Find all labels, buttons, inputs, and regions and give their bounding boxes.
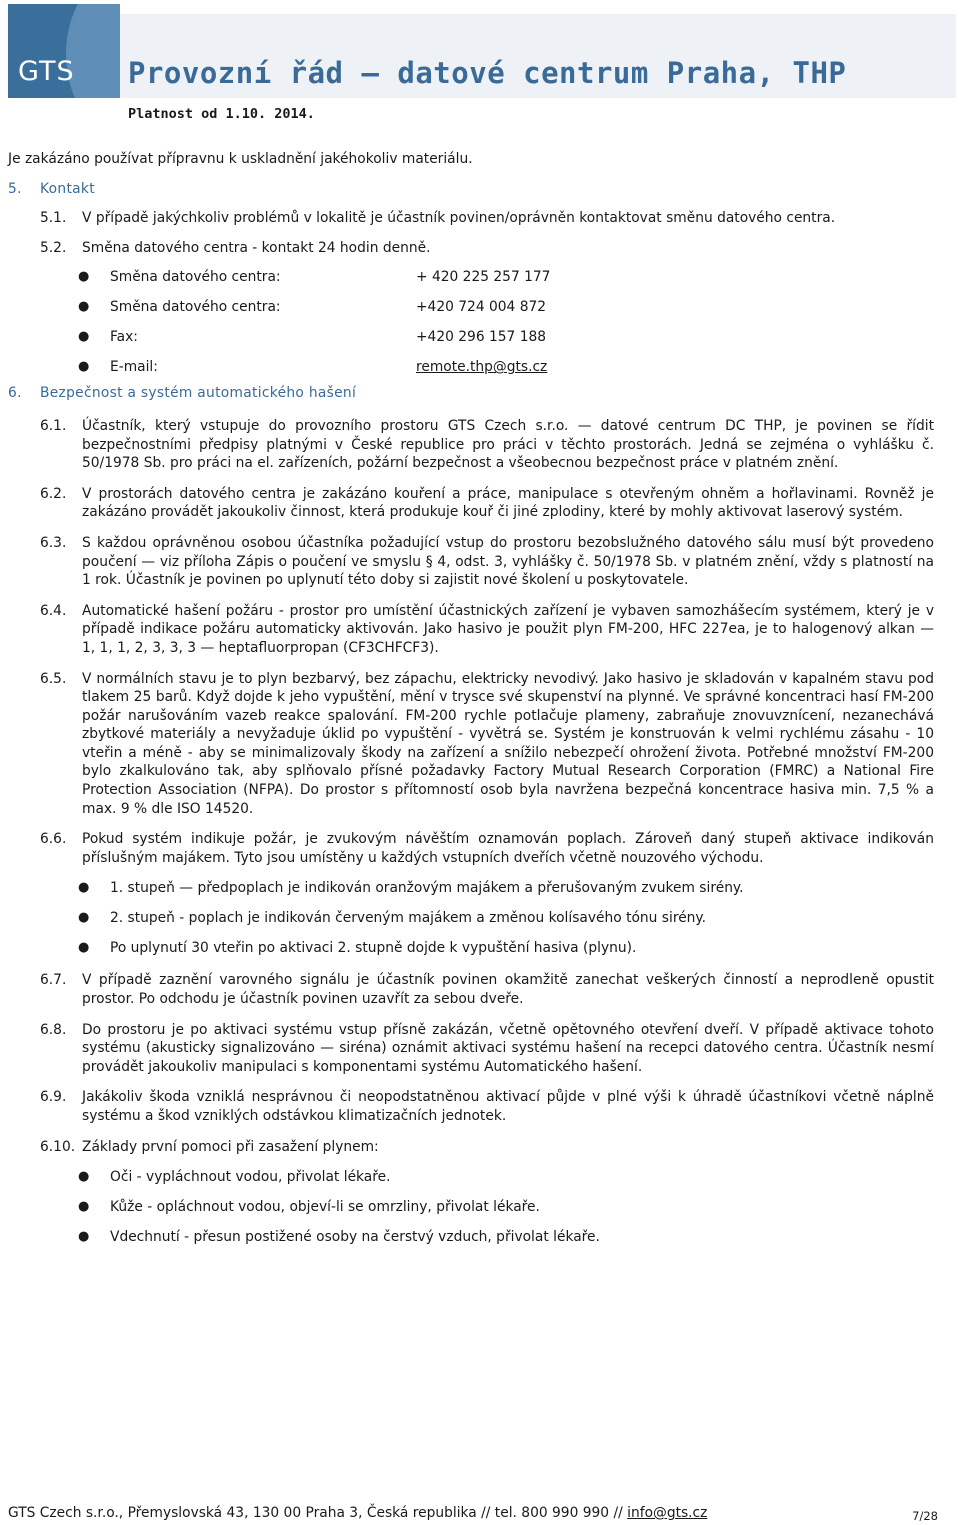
section-6-heading xyxy=(8,384,934,403)
page-footer xyxy=(8,1505,938,1521)
clause-6-1 xyxy=(40,417,934,473)
list-item xyxy=(78,1198,934,1228)
bullet-icon: ● xyxy=(78,1229,90,1245)
document-body xyxy=(8,150,934,1268)
gts-logo xyxy=(8,4,120,98)
clause-6-2 xyxy=(40,485,934,522)
clause-text: Účastník, který vstupuje do provozního prostoru GTS Czech s.r.o. — datové centrum DC THP, je povinen se řídit bezpečnostními předpisy platnými v České republice pro práci v těchto prostorách. Jedná se zejména o vyhlášku č. 50/1978 Sb. pro práci na el. zařízeních, požární bezpečnost a všeobecnou bezpečnost práce v platném znění. xyxy=(82,417,934,472)
contact-row xyxy=(78,358,934,384)
list-item-text: Oči - vypláchnout vodou, přivolat lékaře. xyxy=(110,1169,391,1186)
clause-6-8 xyxy=(40,1021,934,1077)
list-item xyxy=(78,879,934,909)
section-number: 6. xyxy=(8,385,22,402)
section-5-heading xyxy=(8,180,934,199)
clause-number: 6.2. xyxy=(40,485,67,502)
clause-text: S každou oprávněnou osobou účastníka požadující vstup do prostoru bezobslužného datového sálu musí být provedeno poučení — viz příloha Zápis o poučení ve smyslu § 4, odst. 3, vyhlášky č. 50/1978 Sb. v platném znění, vždy s platností na 1 rok. Účastník je povinen po uplynutí této doby si zajistit nové školení u poskytovatele. xyxy=(82,534,934,589)
clause-text: V normálních stavu je to plyn bezbarvý, bez zápachu, elektricky nevodivý. Jako hasivo je skladován v kapalném stavu pod tlakem 25 barů. Když dojde k jeho vypuštění, mění v trysce své skupenství na plynné. Ve správné koncentraci hasí FM-200 požár narušováním vazeb reakce spalování. FM-200 rychle potlačuje plameny, zabraňuje znovuvznícení, nezanechává zbytkové materiály a nevyžaduje úklid po vypuštění - vyvětrá se. Systém je konstruován k velmi rychlému zásahu - 10 vteřin a méně - aby se minimalizovaly škody na zařízení a snížilo nebezpečí ohrožení života. Potřebné množství FM-200 bylo zkalkulováno tak, aby splňovalo přísné požadavky Factory Mutual Research Corporation (FMRC) a National Fire Protection Association (NFPA). Do prostor s přítomností osob byla navržena bezpečná koncentrace hasiva min. 7,5 % a max. 9 % dle ISO 14520. xyxy=(82,670,934,817)
contact-row xyxy=(78,298,934,328)
first-aid-list xyxy=(78,1168,934,1258)
clause-6-7 xyxy=(40,971,934,1008)
contact-row xyxy=(78,328,934,358)
contact-value: +420 724 004 872 xyxy=(416,299,547,316)
clause-text: Do prostoru je po aktivaci systému vstup přísně zakázán, včetně opětovného otevření dveří. V případě aktivace tohoto systému (akusticky signalizováno — siréna) oznámit aktivaci systému hašení na recepci datového centra. Účastník nesmí provádět jakoukoliv manipulaci s komponentami systému Automatického hašení. xyxy=(82,1021,934,1075)
contact-row xyxy=(78,268,934,298)
clause-6-6 xyxy=(40,830,934,867)
clause-number: 6.10. xyxy=(40,1138,76,1155)
contact-label: Směna datového centra: xyxy=(110,269,281,286)
clause-text: V prostorách datového centra je zakázáno kouření a práce, manipulace s otevřeným ohněm a hořlavinami. Rovněž je zakázáno provádět jakoukoliv činnost, která produkuje kouř či jiné zplodiny, které by mohly aktivovat laserový systém. xyxy=(82,485,934,521)
list-item-text: 1. stupeň — předpoplach je indikován oranžovým majákem a přerušovaným zvukem sirény. xyxy=(110,880,744,897)
bullet-icon: ● xyxy=(78,269,90,285)
clause-text: Směna datového centra - kontakt 24 hodin denně. xyxy=(82,239,431,256)
clause-number: 6.4. xyxy=(40,602,67,619)
bullet-icon: ● xyxy=(78,940,90,956)
list-item xyxy=(78,939,934,961)
bullet-icon: ● xyxy=(78,359,90,375)
logo-text: GTS xyxy=(18,56,75,87)
page-number: 7/28 xyxy=(912,1509,938,1523)
clause-text: Jakákoliv škoda vzniklá nesprávnou či neopodstatněnou aktivací půjde v plné výši k úhradě účastníkovi včetně náplně systému a škod vzniklých odstávkou klimatizačních jednotek. xyxy=(82,1089,934,1124)
contact-label: E-mail: xyxy=(110,359,158,376)
clause-number: 6.8. xyxy=(40,1021,67,1038)
section-number: 5. xyxy=(8,180,22,197)
clause-number: 6.6. xyxy=(40,831,67,848)
document-title: Provozní řád — datové centrum Praha, THP xyxy=(128,56,847,90)
validity-date: Platnost od 1.10. 2014. xyxy=(128,106,315,122)
bullet-icon: ● xyxy=(78,329,90,345)
clause-text: Základy první pomoci při zasažení plynem: xyxy=(82,1138,379,1155)
intro-line: Je zakázáno používat přípravnu k uskladnění jakéhokoliv materiálu. xyxy=(8,151,473,167)
clause-6-3 xyxy=(40,534,934,590)
footer-email-link[interactable]: info@gts.cz xyxy=(627,1505,708,1521)
footer-address: GTS Czech s.r.o., Přemyslovská 43, 130 00 Praha 3, Česká republika // tel. 800 990 990 // xyxy=(8,1505,623,1521)
clause-number: 6.7. xyxy=(40,972,67,989)
clause-number: 6.9. xyxy=(40,1089,67,1106)
clause-6-10 xyxy=(40,1138,934,1157)
clause-text: Automatické hašení požáru - prostor pro umístění účastnických zařízení je vybaven samozhášecím systémem, který je v případě indikace požáru automaticky aktivován. Jako hasivo je použit plyn FM-200, HFC 227ea, je to halogenový alkan — 1, 1, 1, 2, 3, 3, 3 — heptafluorpropan (CF3CHFCF3). xyxy=(82,602,934,656)
list-item xyxy=(78,1228,934,1258)
clause-text: V případě zaznění varovného signálu je účastník povinen okamžitě zanechat veškerých činností a neprodleně opustit prostor. Po odchodu je účastník povinen uzavřít za sebou dveře. xyxy=(82,972,934,1008)
clause-5-1 xyxy=(40,209,934,228)
list-item-text: Po uplynutí 30 vteřin po aktivaci 2. stupně dojde k vypuštění hasiva (plynu). xyxy=(110,940,637,957)
clause-6-5 xyxy=(40,670,934,819)
contact-value: + 420 225 257 177 xyxy=(416,269,551,286)
contact-label: Fax: xyxy=(110,329,138,346)
contact-list xyxy=(78,268,934,384)
contact-label: Směna datového centra: xyxy=(110,299,281,316)
list-item xyxy=(78,909,934,939)
section-title: Bezpečnost a systém automatického hašení xyxy=(40,385,357,402)
page-header xyxy=(0,0,960,122)
clause-number: 6.5. xyxy=(40,670,67,687)
email-link[interactable]: remote.thp@gts.cz xyxy=(416,359,548,376)
bullet-icon: ● xyxy=(78,880,90,896)
clause-text: V případě jakýchkoliv problémů v lokalitě je účastník povinen/oprávněn kontaktovat směnu datového centra. xyxy=(82,210,836,227)
section-title: Kontakt xyxy=(40,180,95,197)
clause-number: 5.2. xyxy=(40,239,67,256)
list-item-text: Vdechnutí - přesun postižené osoby na čerstvý vzduch, přivolat lékaře. xyxy=(110,1229,600,1246)
clause-6-9 xyxy=(40,1088,934,1125)
clause-number: 5.1. xyxy=(40,210,67,227)
list-item-text: Kůže - opláchnout vodou, objeví-li se omrzliny, přivolat lékaře. xyxy=(110,1199,540,1216)
clause-number: 6.3. xyxy=(40,534,67,551)
list-item-text: 2. stupeň - poplach je indikován červeným majákem a změnou kolísavého tónu sirény. xyxy=(110,910,707,927)
list-item xyxy=(78,1168,934,1198)
bullet-icon: ● xyxy=(78,910,90,926)
bullet-icon: ● xyxy=(78,299,90,315)
clause-text: Pokud systém indikuje požár, je zvukovým návěštím oznamován poplach. Zároveň daný stupeň aktivace indikován příslušným majákem. Tyto jsou umístěny u každých vstupních dveřích včetně nouzového východu. xyxy=(82,831,934,866)
clause-number: 6.1. xyxy=(40,417,67,434)
bullet-icon: ● xyxy=(78,1169,90,1185)
bullet-icon: ● xyxy=(78,1199,90,1215)
contact-value: +420 296 157 188 xyxy=(416,329,547,346)
clause-5-2 xyxy=(40,239,934,258)
clause-6-4 xyxy=(40,602,934,658)
alarm-stage-list xyxy=(78,879,934,961)
